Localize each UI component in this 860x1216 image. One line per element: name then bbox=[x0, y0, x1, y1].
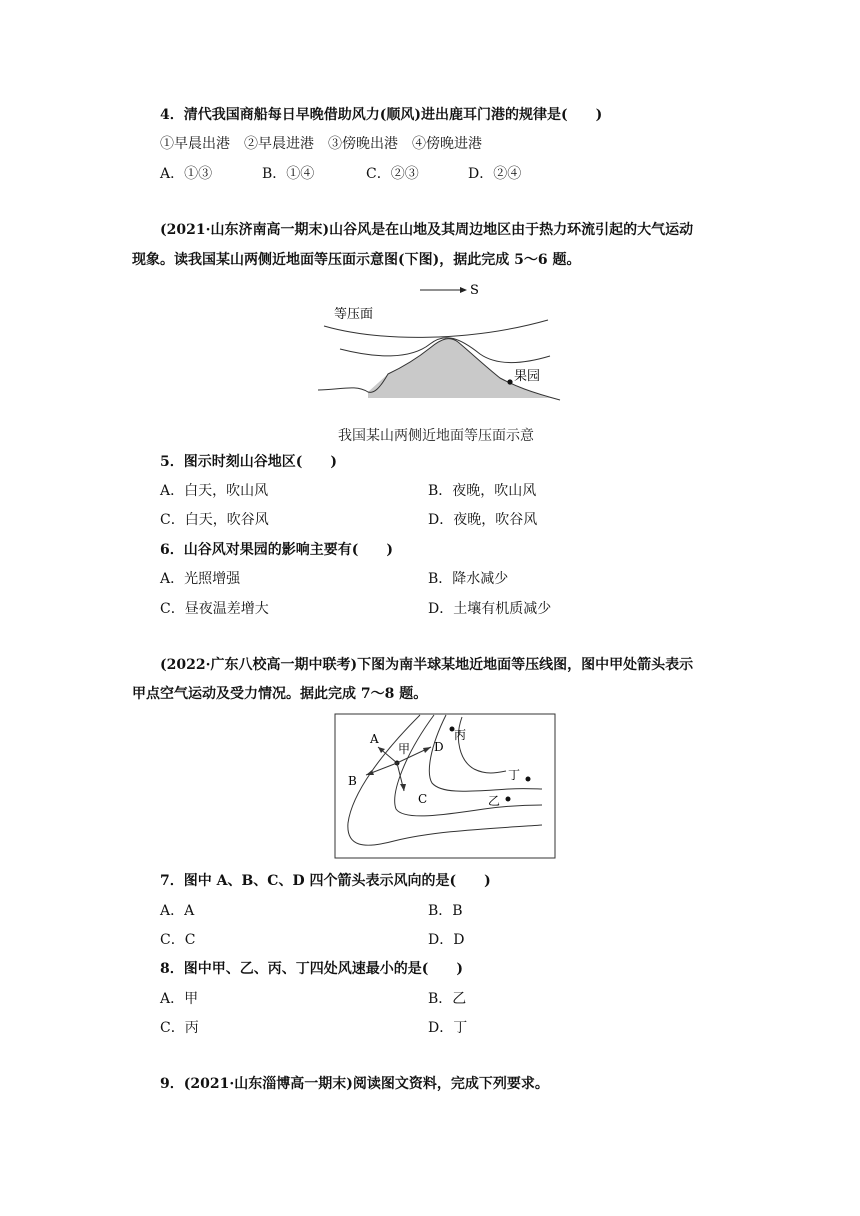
q8-option-c: C．丙 bbox=[160, 1020, 199, 1036]
intro1-line2: 现象。读我国某山两侧近地面等压面示意图(下图)，据此完成 5～6 题。 bbox=[132, 252, 581, 268]
q6-option-b: B．降水减少 bbox=[428, 571, 509, 587]
point-ding bbox=[526, 777, 531, 782]
q6-stem: 6．山谷风对果园的影响主要有( ) bbox=[160, 542, 393, 558]
intro1-line1: (2021·山东济南高一期末)山谷风是在山地及其周边地区由于热力环流引起的大气运动 bbox=[160, 222, 694, 238]
q7-option-c: C．C bbox=[160, 932, 196, 948]
label-ding: 丁 bbox=[508, 768, 521, 782]
mountain-isobar-figure bbox=[310, 276, 570, 412]
q7-stem: 7．图中 A、B、C、D 四个箭头表示风向的是( ) bbox=[160, 873, 491, 889]
isobar-label: 等压面 bbox=[334, 307, 374, 322]
label-c: C bbox=[418, 792, 428, 806]
label-yi: 乙 bbox=[488, 794, 501, 808]
q7-option-a: A．A bbox=[160, 903, 195, 919]
q5-option-a: A．白天，吹山风 bbox=[160, 483, 269, 499]
q4-stem: 4．清代我国商船每日早晚借助风力(顺风)进出鹿耳门港的规律是( ) bbox=[160, 107, 603, 123]
q5-stem: 5．图示时刻山谷地区( ) bbox=[160, 454, 337, 470]
isobar-map-figure bbox=[334, 713, 556, 859]
label-bing: 丙 bbox=[454, 728, 467, 742]
south-arrow-head bbox=[460, 287, 467, 293]
point-yi bbox=[506, 797, 511, 802]
label-d: D bbox=[434, 740, 444, 754]
q5-option-c: C．白天，吹谷风 bbox=[160, 512, 269, 528]
q6-option-d: D．土壤有机质减少 bbox=[428, 601, 552, 617]
q4-option-b: B．①④ bbox=[262, 166, 315, 182]
orchard-point bbox=[507, 379, 512, 384]
q6-option-c: C．昼夜温差增大 bbox=[160, 601, 269, 617]
q5-option-b: B．夜晚，吹山风 bbox=[428, 483, 537, 499]
q5-option-d: D．夜晚，吹谷风 bbox=[428, 512, 538, 528]
q7-option-d: D．D bbox=[428, 932, 465, 948]
q8-stem: 8．图中甲、乙、丙、丁四处风速最小的是( ) bbox=[160, 961, 463, 977]
map-frame bbox=[335, 714, 555, 858]
q8-option-a: A．甲 bbox=[160, 991, 199, 1007]
q6-option-a: A．光照增强 bbox=[160, 571, 241, 587]
q4-option-c: C．②③ bbox=[366, 166, 419, 182]
south-label: S bbox=[470, 283, 479, 298]
orchard-label: 果园 bbox=[514, 369, 541, 384]
intro2-line1: (2022·广东八校高一期中联考)下图为南半球某地近地面等压线图，图中甲处箭头表示 bbox=[160, 657, 694, 673]
q8-option-b: B．乙 bbox=[428, 991, 467, 1007]
q7-option-b: B．B bbox=[428, 903, 463, 919]
intro2-line2: 甲点空气运动及受力情况。据此完成 7～8 题。 bbox=[132, 686, 428, 702]
q4-statements: ①早晨出港 ②早晨进港 ③傍晚出港 ④傍晚进港 bbox=[160, 136, 482, 152]
q8-option-d: D．丁 bbox=[428, 1020, 468, 1036]
figure1-caption: 我国某山两侧近地面等压面示意 bbox=[338, 428, 534, 444]
q4-option-a: A．①③ bbox=[160, 166, 213, 182]
q9-stem: 9．(2021·山东淄博高一期末)阅读图文资料，完成下列要求。 bbox=[160, 1076, 549, 1092]
label-jia: 甲 bbox=[398, 742, 411, 756]
label-b: B bbox=[348, 774, 357, 788]
q4-option-d: D．②④ bbox=[468, 166, 522, 182]
label-a: A bbox=[370, 732, 379, 746]
isobar-upper bbox=[324, 320, 548, 337]
